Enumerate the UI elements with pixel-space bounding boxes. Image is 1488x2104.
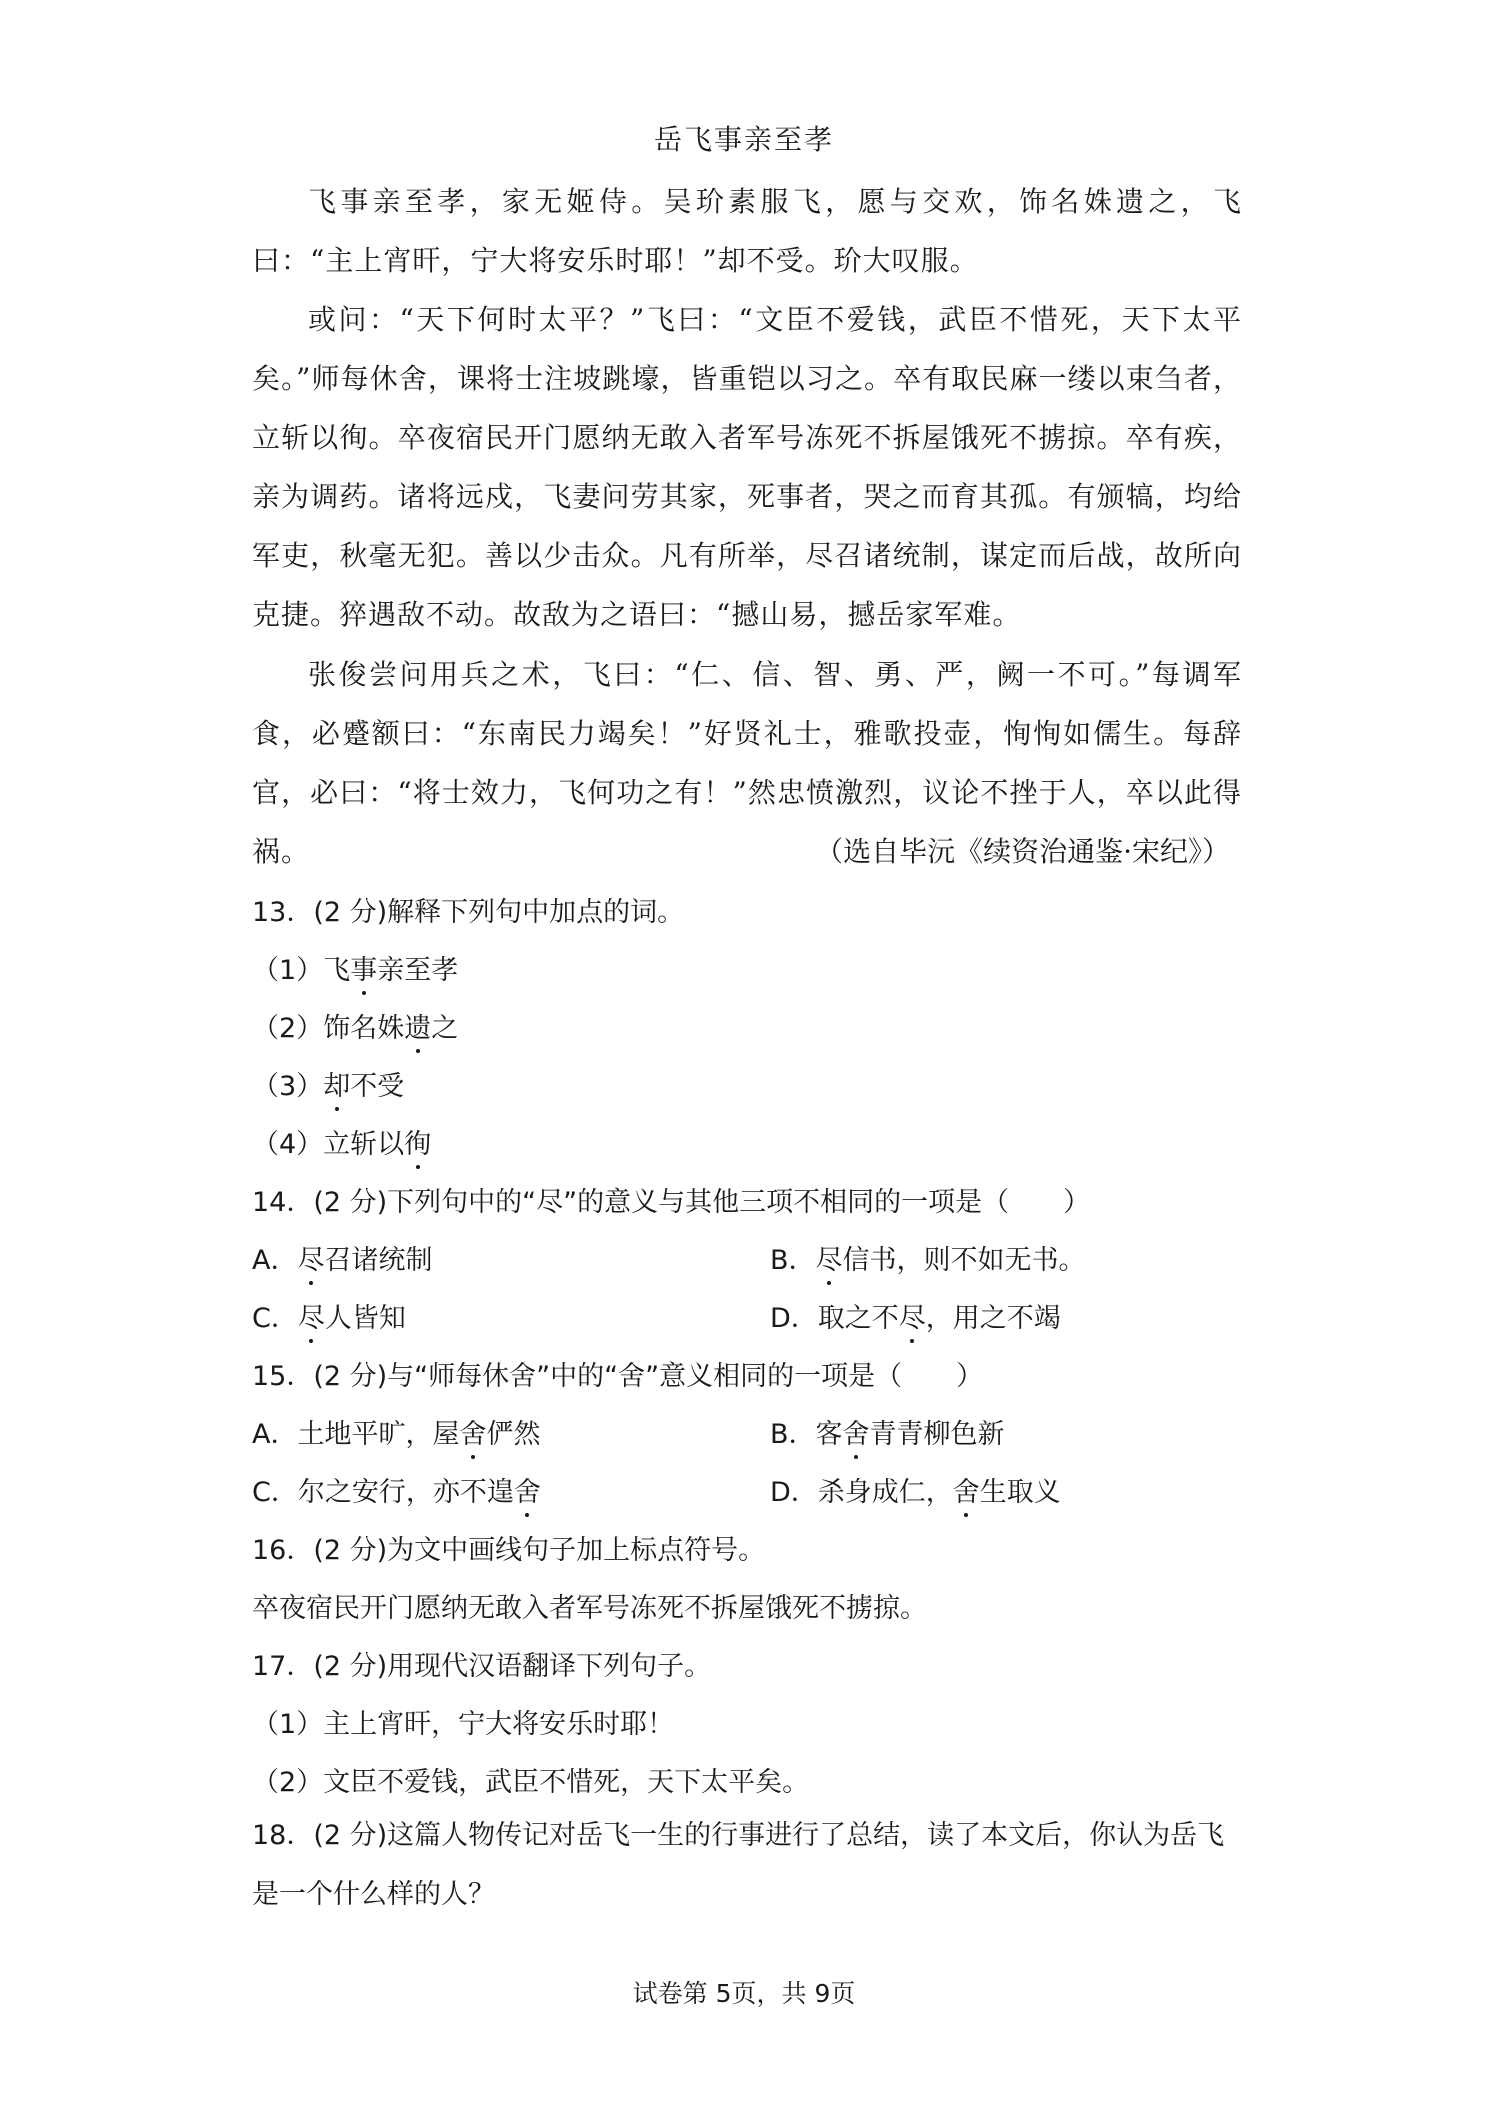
question-15-option-b[interactable]: B．客舍青青柳色新: [770, 1412, 1005, 1451]
question-13-item-3: （3）却不受: [252, 1064, 404, 1103]
question-16-sentence: 卒夜宿民开门愿纳无敢入者军号冻死不拆屋饿死不掳掠。: [252, 1593, 927, 1624]
question-14-stem: 14．(2 分)下列句中的“尽”的意义与其他三项不相同的一项是（ ）: [252, 1187, 1091, 1218]
passage-source: （选自毕沅《续资治通鉴·宋纪》）: [815, 835, 1230, 868]
passage-title: 岳飞事亲至孝: [653, 123, 834, 156]
question-13-item-1: （1）飞事亲至孝: [252, 948, 458, 987]
question-13-item-2: （2）饰名姝遗之: [252, 1006, 458, 1045]
emphasis-dot-word: 遗: [404, 1006, 431, 1045]
emphasis-dot-word: 尽: [297, 1238, 324, 1277]
question-17-item-2: （2）文臣不爱钱，武臣不惜死，天下太平矣。: [252, 1767, 810, 1798]
passage-paragraph-3: 张俊尝问用兵之术，飞曰：“仁、信、智、勇、严，阙一不可。”每调军食，必蹙额曰：“东南民力竭矣！”好贤礼士，雅歌投壶，恂恂如儒生。每辞官，必曰：“将士效力，飞何功之有！”然忠愤激烈，议论不挫于人，卒以此得祸。: [252, 658, 1242, 868]
question-17-stem: 17．(2 分)用现代汉语翻译下列句子。: [252, 1651, 712, 1682]
page-footer: 试卷第 5页，共 9页: [632, 1979, 856, 2008]
emphasis-dot-word: 舍: [843, 1412, 870, 1451]
question-15-option-c[interactable]: C．尔之安行，亦不遑舍: [252, 1470, 541, 1509]
emphasis-dot-word: 舍: [459, 1412, 486, 1451]
question-14-option-b[interactable]: B．尽信书，则不如无书。: [770, 1238, 1086, 1277]
passage-paragraph-1: 飞事亲至孝，家无姬侍。吴玠素服飞，愿与交欢，饰名姝遗之，飞曰：“主上宵旰，宁大将安乐时耶！”却不受。玠大叹服。: [252, 185, 1242, 277]
question-13-item-4: （4）立斩以徇: [252, 1122, 431, 1161]
emphasis-dot-word: 却: [323, 1064, 350, 1103]
emphasis-dot-word: 徇: [404, 1122, 431, 1161]
question-13-stem: 13．(2 分)解释下列句中加点的词。: [252, 897, 685, 928]
question-17-item-1: （1）主上宵旰，宁大将安乐时耶！: [252, 1709, 675, 1740]
passage-paragraph-2: 或问：“天下何时太平？”飞曰：“文臣不爱钱，武臣不惜死，天下太平矣。”师每休舍，课将士注坡跳壕，皆重铠以习之。卒有取民麻一缕以束刍者，立斩以徇。卒夜宿民开门愿纳无敢入者军号冻死不拆屋饿死不掳掠。卒有疾，亲为调药。诸将远戍，飞妻问劳其家，死事者，哭之而育其孤。有颁犒，均给军吏，秋毫无犯。善以少击众。凡有所举，尽召诸统制，谋定而后战，故所向克捷。猝遇敌不动。故敌为之语曰：“撼山易，撼岳家军难。: [252, 303, 1242, 631]
emphasis-dot-word: 事: [350, 948, 377, 987]
question-14-option-a[interactable]: A．尽召诸统制: [252, 1238, 432, 1277]
emphasis-dot-word: 尽: [899, 1296, 926, 1335]
emphasis-dot-word: 尽: [816, 1238, 843, 1277]
question-15-option-a[interactable]: A．土地平旷，屋舍俨然: [252, 1412, 540, 1451]
question-15-option-d[interactable]: D．杀身成仁，舍生取义: [770, 1470, 1061, 1509]
question-14-option-c[interactable]: C．尽人皆知: [252, 1296, 406, 1335]
question-16-stem: 16．(2 分)为文中画线句子加上标点符号。: [252, 1535, 766, 1566]
emphasis-dot-word: 尽: [298, 1296, 325, 1335]
question-14-option-d[interactable]: D．取之不尽，用之不竭: [770, 1296, 1061, 1335]
emphasis-dot-word: 舍: [514, 1470, 541, 1509]
question-18-stem: 18．(2 分)这篇人物传记对岳飞一生的行事进行了总结，读了本文后，你认为岳飞是一个什么样的人？: [252, 1820, 1225, 1910]
question-15-stem: 15．(2 分)与“师每休舍”中的“舍”意义相同的一项是（ ）: [252, 1361, 984, 1392]
emphasis-dot-word: 舍: [953, 1470, 980, 1509]
